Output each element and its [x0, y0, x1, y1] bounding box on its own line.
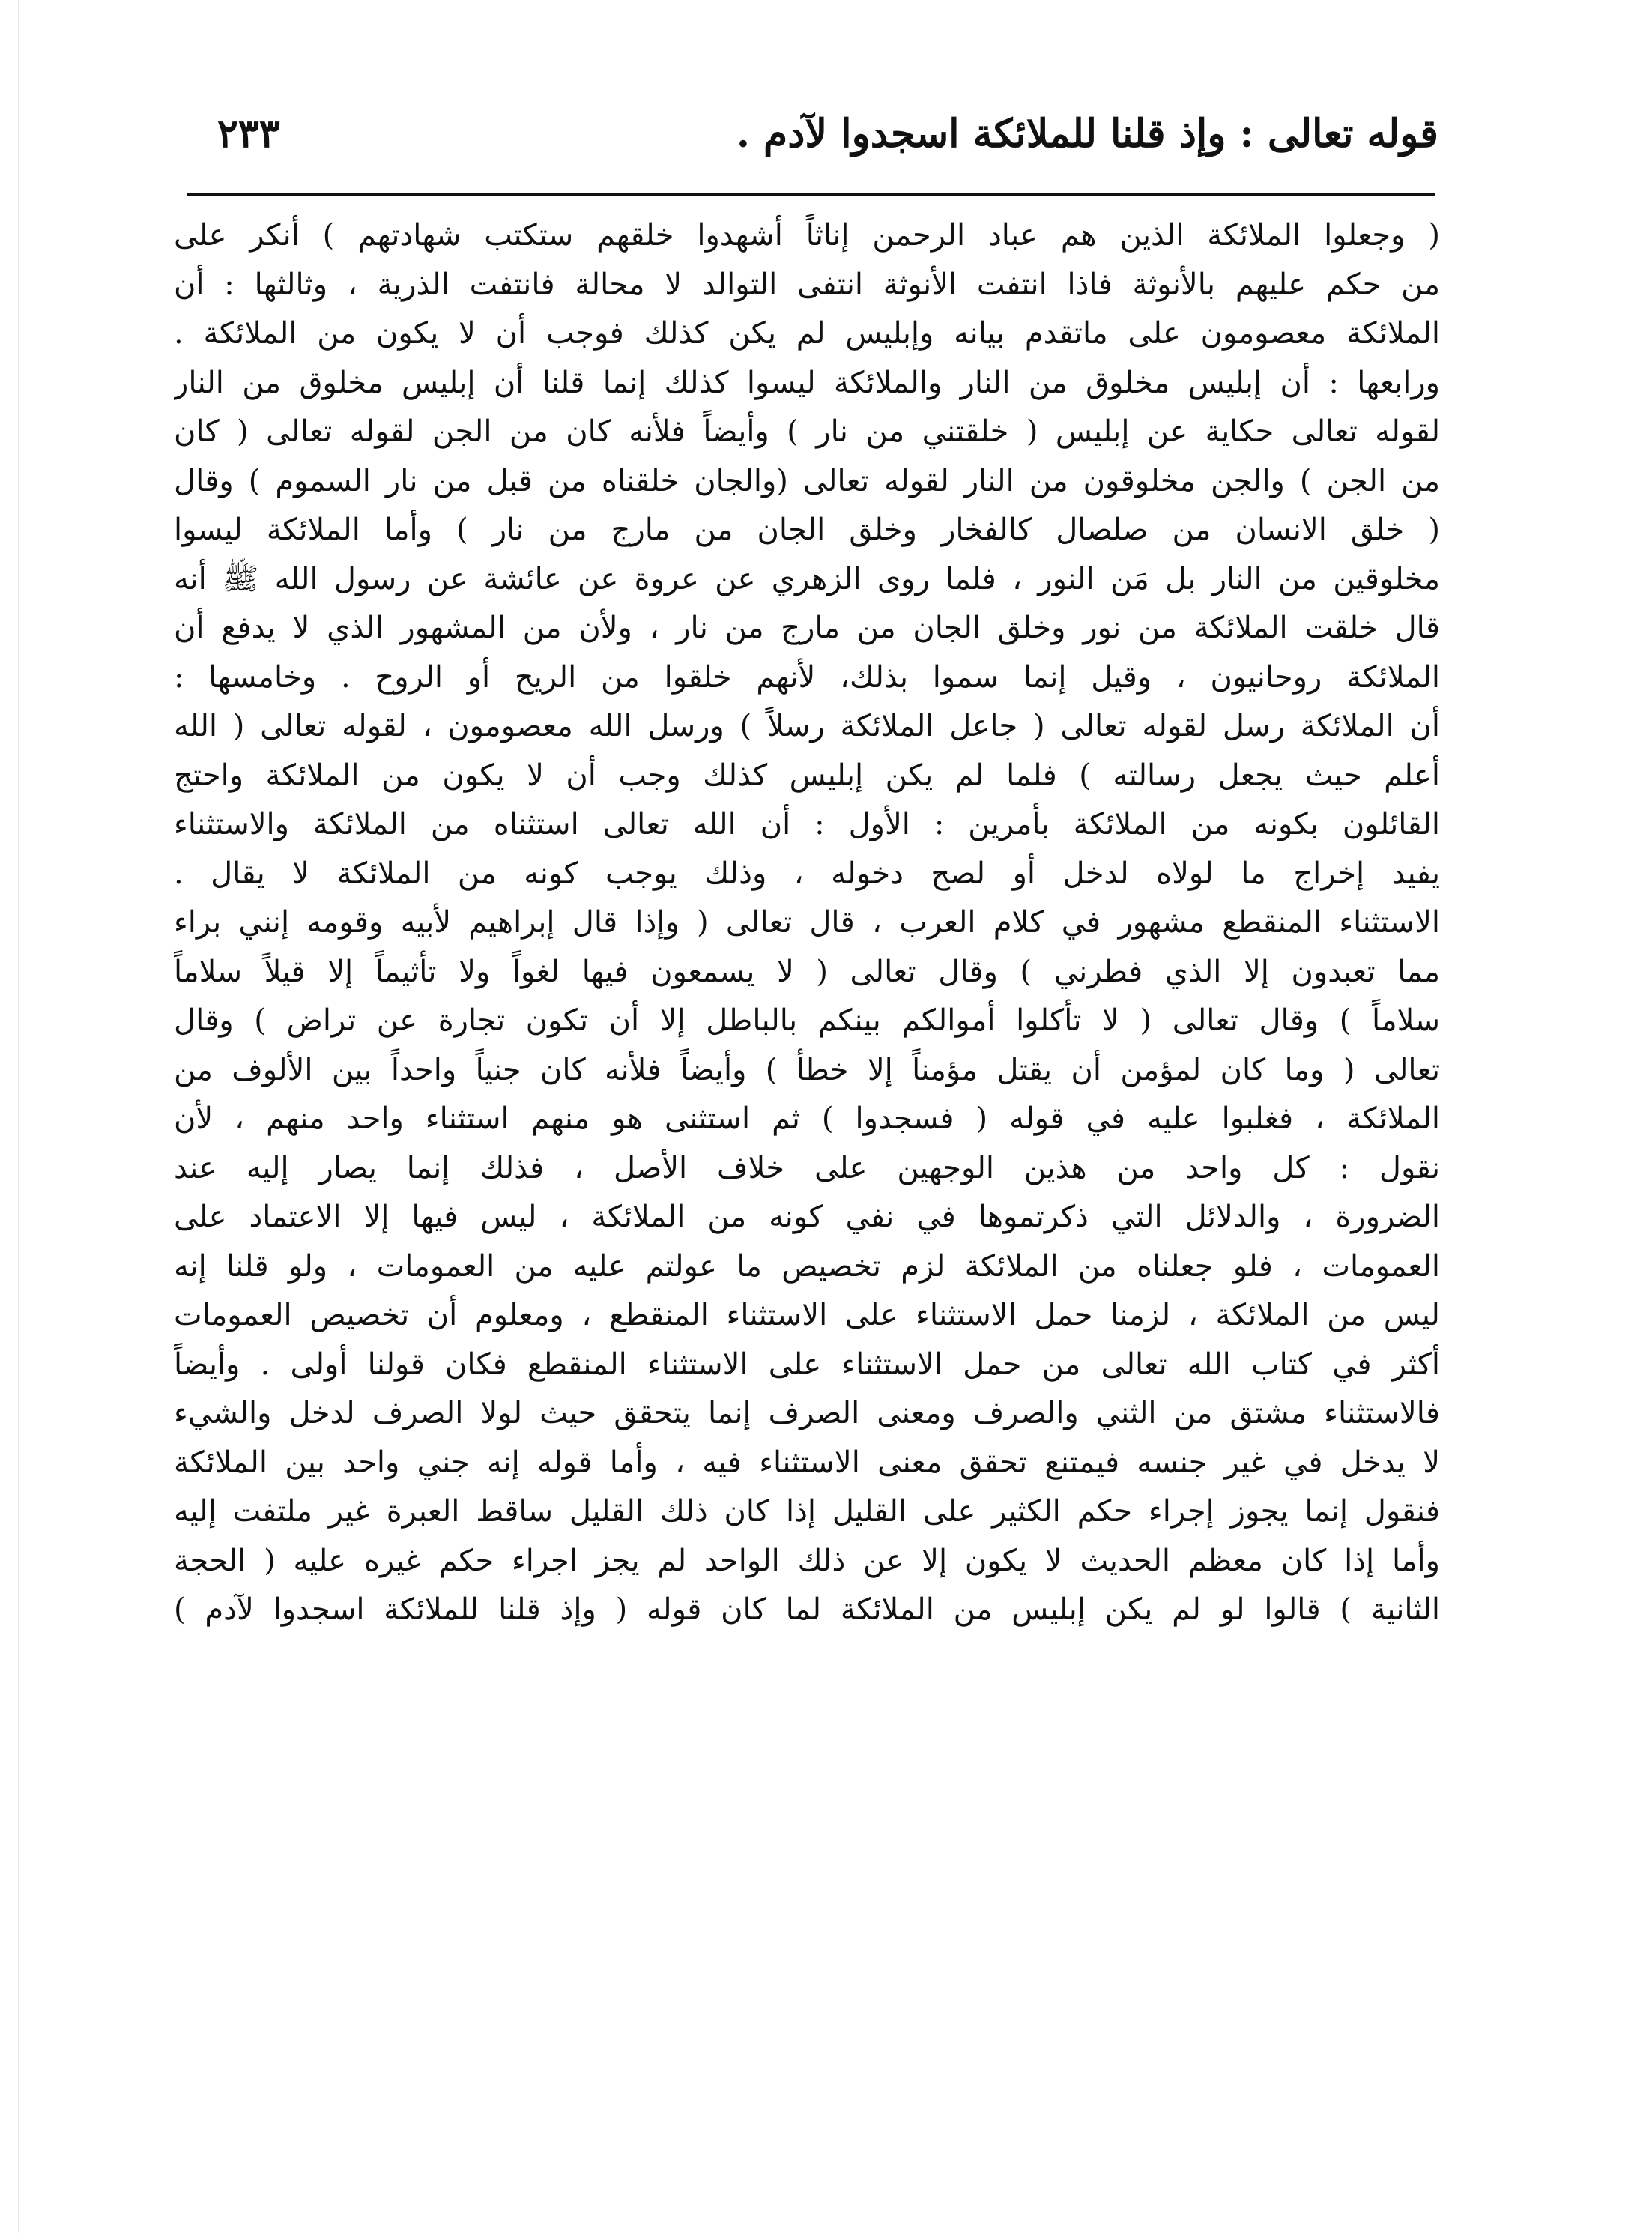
text-line: مخلوقين من النار بل مَن النور ، فلما روى الزهري عن عروة عن عائشة عن رسول الله ﷺ أنه — [174, 561, 1440, 596]
body-text — [174, 211, 1440, 1635]
page-header — [176, 111, 1438, 171]
text-line: الاستثناء المنقطع مشهور في كلام العرب ، قال تعالى ( وإذا قال إبراهيم لأبيه وقومه إنني براء — [174, 905, 1440, 940]
text-line: تعالى ( وما كان لمؤمن أن يقتل مؤمناً إلا خطأ ) وأيضاً فلأنه كان جنياً واحداً بين الألوف من — [174, 1052, 1440, 1087]
text-line: الملائكة معصومون على ماتقدم بيانه وإبليس لم يكن كذلك فوجب أن لا يكون من الملائكة . — [174, 316, 1440, 351]
text-line: القائلون بكونه من الملائكة بأمرين : الأول : أن الله تعالى استثناه من الملائكة والاستثناء — [174, 807, 1440, 841]
text-line: نقول : كل واحد من هذين الوجهين على خلاف الأصل ، فذلك إنما يصار إليه عند — [174, 1150, 1440, 1185]
text-line: ( وجعلوا الملائكة الذين هم عباد الرحمن إناثاً أشهدوا خلقهم ستكتب شهادتهم ) أنكر على — [174, 218, 1440, 253]
text-line: ( خلق الانسان من صلصال كالفخار وخلق الجان من مارج من نار ) وأما الملائكة ليسوا — [174, 513, 1440, 547]
text-line: وأما إذا كان معظم الحديث لا يكون إلا عن ذلك الواحد لم يجز اجراء حكم غيره عليه ( الحجة — [174, 1543, 1440, 1578]
text-line: أعلم حيث يجعل رسالته ) فلما لم يكن إبليس كذلك وجب أن لا يكون من الملائكة واحتج — [174, 758, 1440, 793]
header-divider — [187, 193, 1435, 196]
text-line: مما تعبدون إلا الذي فطرني ) وقال تعالى ( لا يسمعون فيها لغواً ولا تأثيماً إلا قيلاً سلاماً — [174, 954, 1440, 989]
text-line: من حكم عليهم بالأنوثة فاذا انتفت الأنوثة انتفى التوالد لا محالة فانتفت الذرية ، وثالثها : أن — [174, 267, 1440, 302]
text-line: قال خلقت الملائكة من نور وخلق الجان من مارج من نار ، ولأن من المشهور الذي لا يدفع أن — [174, 611, 1440, 645]
page-number: ٢٣٣ — [217, 111, 280, 157]
text-line: لا يدخل في غير جنسه فيمتنع تحقق معنى الاستثناء فيه ، وأما قوله إنه جني واحد بين الملائكة — [174, 1445, 1440, 1480]
text-line: فالاستثناء مشتق من الثني والصرف ومعنى الصرف إنما يتحقق حيث لولا الصرف لدخل والشيء — [174, 1396, 1440, 1430]
running-title: قوله تعالى : وإذ قلنا للملائكة اسجدوا لآدم . — [736, 111, 1438, 157]
text-line: لقوله تعالى حكاية عن إبليس ( خلقتني من نار ) وأيضاً فلأنه كان من الجن لقوله تعالى ( كان — [174, 414, 1440, 449]
text-line: ليس من الملائكة ، لزمنا حمل الاستثناء على الاستثناء المنقطع ، ومعلوم أن تخصيص العمومات — [174, 1298, 1440, 1332]
text-line: فنقول إنما يجوز إجراء حكم الكثير على القليل إذا كان ذلك القليل ساقط العبرة غير ملتفت إليه — [174, 1494, 1440, 1529]
text-line: أكثر في كتاب الله تعالى من حمل الاستثناء على الاستثناء المنقطع فكان قولنا أولى . وأيضاً — [174, 1347, 1440, 1382]
text-line: الضرورة ، والدلائل التي ذكرتموها في نفي كونه من الملائكة ، ليس فيها إلا الاعتماد على — [174, 1200, 1440, 1234]
text-line: سلاماً ) وقال تعالى ( لا تأكلوا أموالكم بينكم بالباطل إلا أن تكون تجارة عن تراض ) وقال — [174, 1003, 1440, 1038]
text-line: ورابعها : أن إبليس مخلوق من النار والملائكة ليسوا كذلك إنما قلنا أن إبليس مخلوق من النار — [174, 365, 1440, 400]
text-line: من الجن ) والجن مخلوقون من النار لقوله تعالى (والجان خلقناه من قبل من نار السموم ) وقال — [174, 463, 1440, 498]
page-edge-shadow — [18, 0, 19, 2233]
text-line: الملائكة ، فغلبوا عليه في قوله ( فسجدوا ) ثم استثنى هو منهم استثناء واحد منهم ، لأن — [174, 1102, 1440, 1136]
text-line: الملائكة روحانيون ، وقيل إنما سموا بذلك، لأنهم خلقوا من الريح أو الروح . وخامسها : — [174, 659, 1440, 695]
text-line: يفيد إخراج ما لولاه لدخل أو لصح دخوله ، وذلك يوجب كونه من الملائكة لا يقال . — [174, 856, 1440, 891]
text-line: أن الملائكة رسل لقوله تعالى ( جاعل الملائكة رسلاً ) ورسل الله معصومون ، لقوله تعالى ( الله — [174, 709, 1440, 743]
text-line: الثانية ) قالوا لو لم يكن إبليس من الملائكة لما كان قوله ( وإذ قلنا للملائكة اسجدوا لآدم ) — [174, 1592, 1440, 1627]
text-line: العمومات ، فلو جعلناه من الملائكة لزم تخصيص ما عولتم عليه من العمومات ، ولو قلنا إنه — [174, 1248, 1440, 1284]
